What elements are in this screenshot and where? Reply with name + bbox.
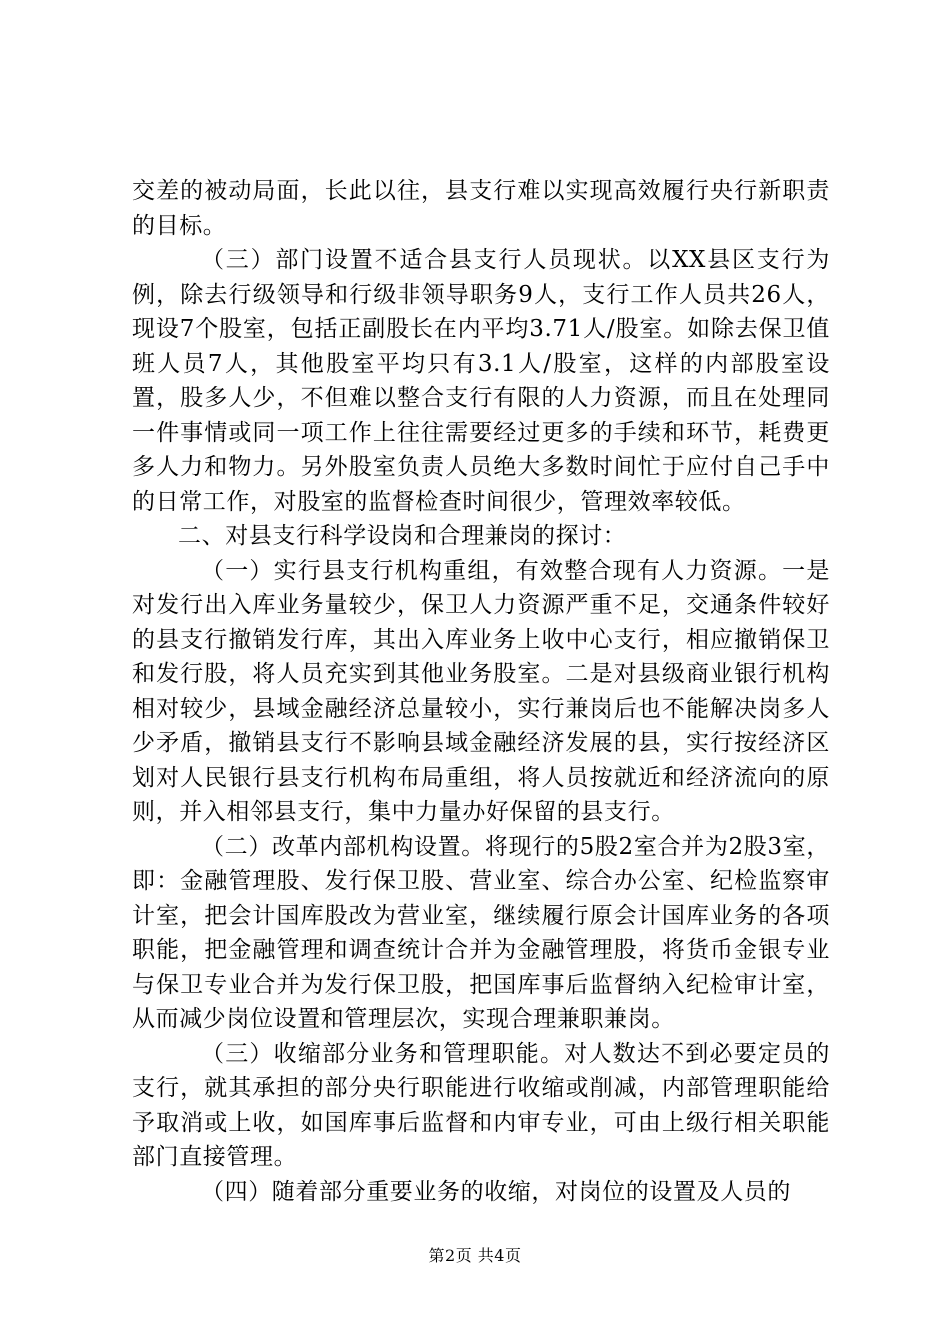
document-body [132, 174, 830, 1209]
paragraph-1: 交差的被动局面，长此以往，县支行难以实现高效履行央行新职责的目标。 [132, 178, 830, 239]
paragraph-5: （三）收缩部分业务和管理职能。对人数达不到必要定员的支行，就其承担的部分央行职能进行收缩或削减，内部管理职能给予取消或上收，如国库事后监督和内审专业，可由上级行相关职能部门直接管理。 [132, 1040, 830, 1170]
paragraph-3: （一）实行县支行机构重组，有效整合现有人力资源。一是对发行出入库业务量较少，保卫人力资源严重不足，交通条件较好的县支行撤销发行库，其出入库业务上收中心支行，相应撤销保卫和发行股，将人员充实到其他业务股室。二是对县级商业银行机构相对较少，县域金融经济总量较小，实行兼岗后也不能解决岗多人少矛盾，撤销县支行不影响县域金融经济发展的县，实行按经济区划对人民银行县支行机构布局重组，将人员按就近和经济流向的原则，并入相邻县支行，集中力量办好保留的县支行。 [132, 557, 830, 825]
paragraph-6: （四）随着部分重要业务的收缩，对岗位的设置及人员的 [201, 1178, 791, 1205]
section-heading-2: 二、对县支行科学设岗和合理兼岗的探讨： [178, 523, 627, 549]
paragraph-2: （三）部门设置不适合县支行人员现状。以XX县区支行为例，除去行级领导和行级非领导职务9人，支行工作人员共26人，现设7个股室，包括正副股长在内平均3.71人/股室。如除去保卫值班人员7人，其他股室平均只有3.1人/股室，这样的内部股室设置，股多人少，不但难以整合支行有限的人力资源，而且在处理同一件事情或同一项工作上往往需要经过更多的手续和环节，耗费更多人力和物力。另外股室负责人员绝大多数时间忙于应付自己手中的日常工作，对股室的监督检查时间很少，管理效率较低。 [132, 247, 830, 515]
page-number-footer: 第2页 共4页 [428, 1246, 522, 1265]
paragraph-4: （二）改革内部机构设置。将现行的5股2室合并为2股3室，即：金融管理股、发行保卫股、营业室、综合办公室、纪检监察审计室，把会计国库股改为营业室，继续履行原会计国库业务的各项职能，把金融管理和调查统计合并为金融管理股，将货币金银专业与保卫专业合并为发行保卫股，把国库事后监督纳入纪检审计室，从而减少岗位设置和管理层次，实现合理兼职兼岗。 [132, 833, 830, 1032]
